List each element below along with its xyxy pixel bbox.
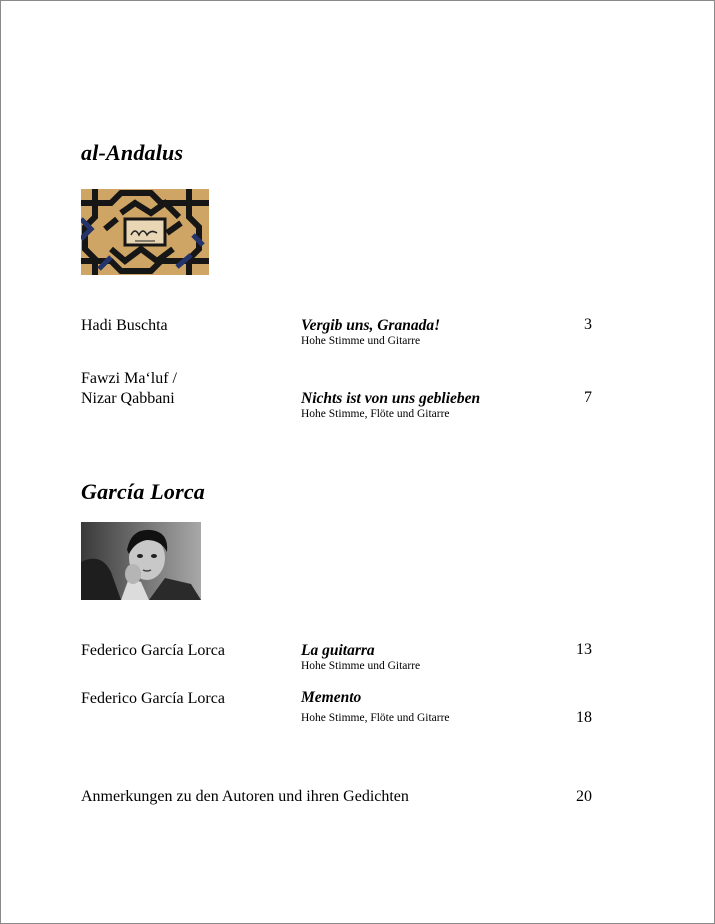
entry-author: Hadi Buschta (81, 317, 168, 334)
entry-page-number: 18 (576, 709, 592, 726)
entry-instrumentation: Hohe Stimme, Flöte und Gitarre (301, 408, 450, 420)
notes-label[interactable]: Anmerkungen zu den Autoren und ihren Gedichten (81, 788, 409, 805)
entry-instrumentation: Hohe Stimme, Flöte und Gitarre (301, 712, 450, 724)
entry-author: Federico García Lorca (81, 690, 225, 707)
entry-title[interactable]: Nichts ist von uns geblieben (301, 390, 481, 407)
section-heading-garcia-lorca: García Lorca (81, 479, 205, 504)
lorca-portrait-image (81, 522, 201, 600)
entry-author-line1: Fawzi Ma‘luf / (81, 370, 177, 387)
entry-page-number: 3 (584, 316, 592, 333)
notes-page-number: 20 (576, 788, 592, 805)
entry-page-number: 13 (576, 641, 592, 658)
alhambra-tile-image (81, 189, 209, 275)
entry-title[interactable]: La guitarra (301, 642, 375, 659)
entry-instrumentation: Hohe Stimme und Gitarre (301, 335, 421, 347)
entry-title[interactable]: Memento (301, 689, 362, 706)
section-heading-al-andalus: al-Andalus (81, 140, 184, 165)
entry-page-number: 7 (584, 389, 592, 406)
entry-instrumentation: Hohe Stimme und Gitarre (301, 660, 421, 672)
entry-author: Federico García Lorca (81, 642, 225, 659)
entry-title[interactable]: Vergib uns, Granada! (301, 317, 441, 334)
entry-author-line2: Nizar Qabbani (81, 390, 175, 407)
